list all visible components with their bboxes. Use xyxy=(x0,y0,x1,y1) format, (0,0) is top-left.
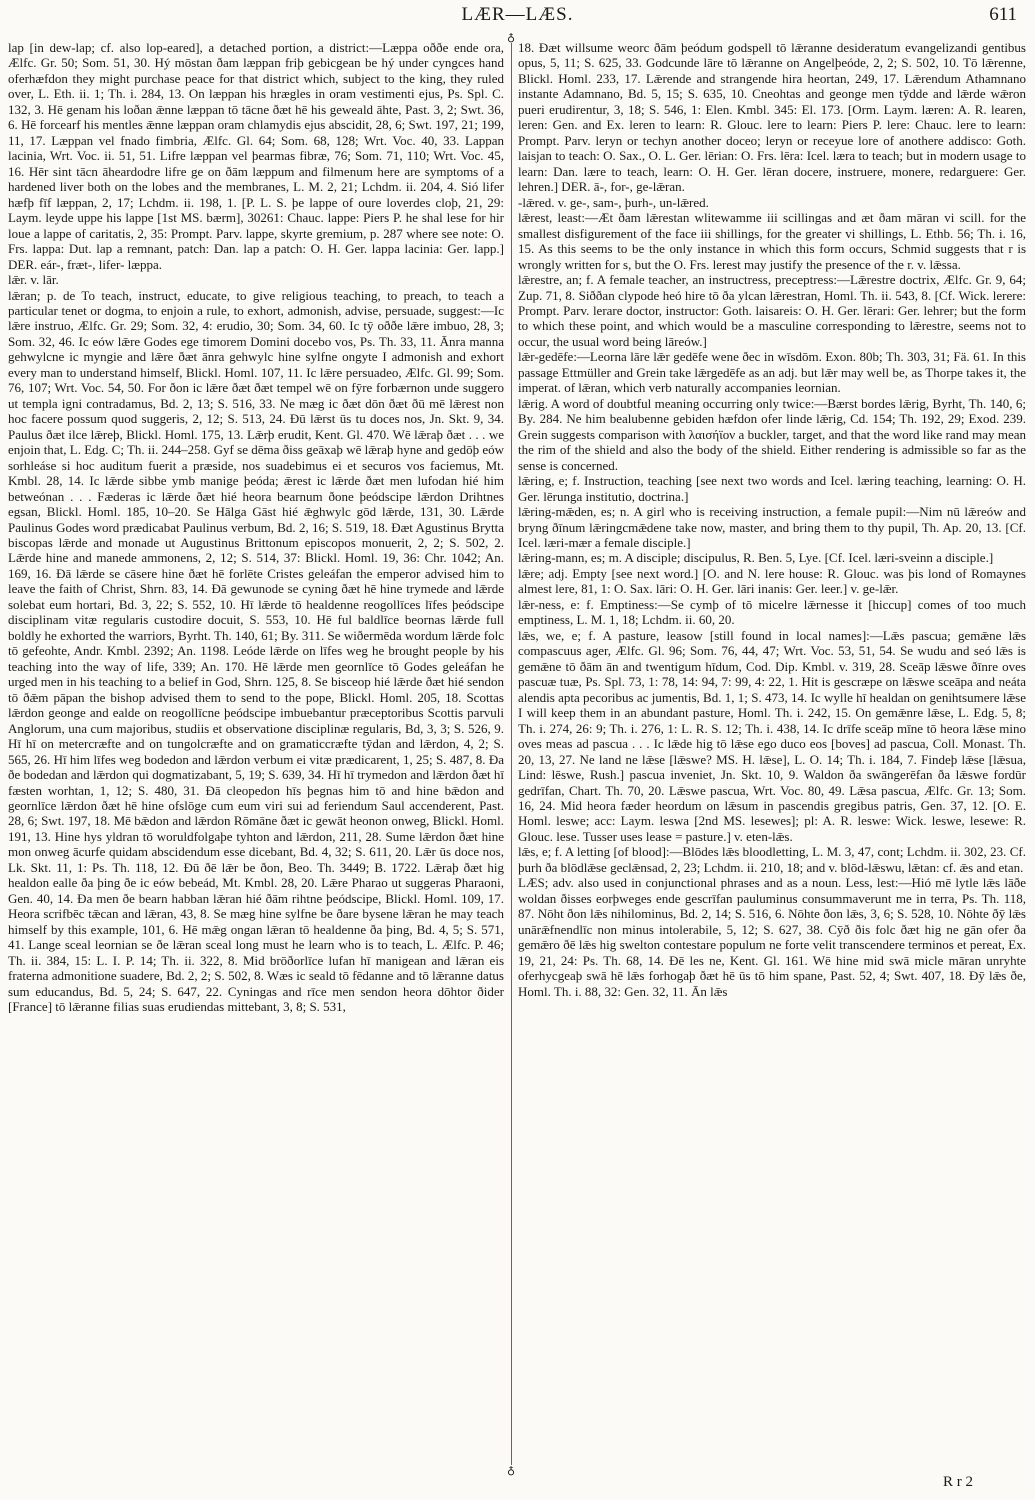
entry-laes-adverb: LÆS; adv. also used in conjunctional phrases and as a noun. Less, lest:—Hió mē lytle lǣs lāðe woldan ðisses eorþweges ende gescrīfan pauluminus consummaverunt me in terra, Ps. Th. 118, 87. Nōht ðon lǣs nihilominus, Bd. 2, 14; S. 516, 6. Nōhte ðon lǣs, 3, 6; S. 528, 10. Nōhte ðȳ lǣs unārǣfnendlīc non minus intolerabile, 5, 12; S. 627, 38. Cȳð ðis folc ðæt hig ne gān ofer ða gemǣro ðē lǣs hig swelton contestare populum ne forte velit transcendere terminos et pereat, Ex. 19, 21, 24: Ps. Th. 68, 14. Ðē les ne, Kent. Gl. 161. Wē hine mid swā micle māran unryhte oferhycgeaþ swā hē lǣs forhogaþ ðæt hē ūs tō him spane, Past. 52, 4; Swt. 407, 18. Ðȳ lǣs ðe, Homl. Th. i. 88, 32: Gen. 32, 11. Ān lǣs xyxy=(518,875,1026,999)
entry-laer-gedefe: lǣr-gedēfe:—Leorna lāre lǣr gedēfe wene ðec in wīsdōm. Exon. 80b; Th. 303, 31; Fä. 61. In this passage Ettmüller and Grein take lǣrgedēfe as an adj. but lǣr may well be, as Thorpe takes it, the imperat. of lǣran, which verb naturally accompanies leornian. xyxy=(518,349,1026,396)
divider-ornament-bottom: ♁ xyxy=(506,1464,516,1477)
entry-laeran: lǣran; p. de To teach, instruct, educate, to give religious teaching, to preach, to teach a particular tenet or dogma, to enjoin a rule, to exhort, admonish, advise, persuade, suggest:—Ic lǣre instruo, Ælfc. Gr. 29; Som. 32, 4: erudio, 30; Som. 34, 60. Ic tȳ oððe lǣre imbuo, 28, 3; Som. 32, 46. Ic eów lǣre Godes ege timorem Domini docebo vos, Ps. Th. 33, 11. Ānra manna gehwylcne ic myngie and lǣre ðæt ānra gehwylc hine sylfne ongyte I admonish and exhort every man to understand himself, Blickl. Homl. 107, 11. Ic lǣre persuadeo, Ælfc. Gl. 99; Som. 76, 107; Wrt. Voc. 54, 50. For ðon ic lǣre ðæt ðæt tempel wē on fȳre forbærnon unde suggero ut templa igni contradamus, Bd. 2, 13; S. 516, 33. Ne mæg ic ðæt dōn ðæt ðū mē lǣrest non hoc facere possum quod suggeris, 2, 12; S. 513, 24. Ðū lǣrst ūs tu doces nos, Jn. Skt. 9, 34. Paulus ðæt ilce lǣreþ, Blickl. Homl. 175, 13. Lǣrþ erudit, Kent. Gl. 470. Wē lǣraþ ðæt . . . we enjoin that, L. Edg. C; Th. ii. 244–258. Gyf se dēma ðiss geāxaþ wē lǣraþ hyne and gedōþ eów sorhleáse si hoc auditum fuerit a præside, nos suadebimus ei et securos vos faciemus, Mt. Kmbl. 28, 14. Ic lǣrde sibbe ymb manige þeóda; ǣrest ic lǣrde ðæt men lufodan hié him betweónan . . . Fæderas ic lǣrde ðæt hié heora bearnum ðone þeódscipe lǣrdon Drihtnes egsan, Blickl. Homl. 185, 10–20. Se Hālga Gāst hié ǣghwylc gōd lǣrde, 131, 30. Lǣrde Paulinus Godes word prædicabat Paulinus verbum, Bd. 2, 16; S. 519, 18. Ðæt Agustinus Brytta biscopas lǣrde and monade ut Augustinus Brittonum episcopos monuerit, 2, 2; S. 502, 2. Lǣrde hine and manede ammonens, 2, 12; S. 514, 37: Blickl. Homl. 19, 36: Chr. 1042; An. 169, 16. Ðā lǣrde se cāsere hine ðæt hē forlēte Cristes geleáfan the emperor advised him to leave the faith of Christ, Shrn. 83, 14. Ðā gewunode se cyning ðæt hē hine trymede and lǣrde solebat eum hortari, Bd. 3, 22; S. 552, 10. Hī lǣrde tō healdenne reogollīces līfes þeódscipe disciplinam vitæ regularis custodire docuit, S. 553, 10. Hē ful baldlīce beornas lǣrde full boldly he exhorted the warriors, Byrht. Th. 140, 61; By. 311. Se wiðermēda wordum lǣrde folc tō gefeohte, Andr. Kmbl. 2392; An. 1198. Leóde lǣrde on līfes weg he brought people by his teaching into the way of life, 339; An. 170. Hē lǣrde men geornlīce tō Godes geleáfan he urged men in his teaching to a belief in God, Shrn. 125, 8. Se bisceop hié lǣrde ðæt hié sendon tō ðǣm pāpan the bishop advised them to send to the pope, Blickl. Homl. 205, 18. Scottas lǣrdon geonge and ealde on reogollīcne þeódscipe imbuebantur præceptoribus Scottis parvuli Anglorum, una cum majoribus, studiis et observatione disciplinæ regularis, Bd, 3, 3; S. 526, 9. Hī hī on metercræfte and on tungolcræfte and on gramaticcræfte tȳdan and lǣrdon, 4, 2; S. 565, 26. Hī him līfes weg bodedon and lǣrdon verbum ei vitæ prædicarent, 1, 25; S. 487, 8. Ða ðe bodedan and lǣrdon qui dogmatizabant, 5, 19; S. 639, 34. Hī hī trymedon and lǣrdon ðæt hī fæsten worhtan, 1, 12; S. 480, 31. Ðā cleopedon hīs þegnas him tō and hine bǣdon and geornlīce lǣrdon ðæt hē hine ofslōge cum eum viri sui ad feriendum Saul accenderent, Past. 28, 6; Swt. 197, 18. Mē bǣdon and lǣrdon Rōmāne ðæt ic gewāt heonon onweg, Blickl. Homl. 191, 13. Hine hys yldran tō woruldfolgaþe tyhton and lǣrdon, 211, 28. Sume lǣrdon ðæt hine mon onweg ācurfe quidam abscidendum esse dicebant, Bd. 4, 32; S. 611, 20. Lǣr ūs doce nos, Lk. Skt. 11, 1: Ps. Th. 118, 12. Ðū ðē lǣr be ðon, Beo. Th. 3449; B. 1722. Lǣraþ ðæt hig healdon ealle ða þing ðe ic eów bebeád, Mt. Kmbl. 28, 20. Lǣre Pharao ut suggeras Pharaoni, Gen. 40, 14. Ða men ðe bearn habban lǣran hié ðām rihtne þeódscipe, Blickl. Homl. 109, 17. Heora scrifbēc tǣcan and lǣran, 43, 8. Se mæg hine sylfne be ðare bysene lǣran he may teach himself by this example, 101, 6. Hē mǣg ongan lǣran tō healdenne ða þing, Bd. 4, 5; S. 571, 41. Lange sceal leornian se ðe lǣran sceal long must he learn who is to teach, L. Ælfc. P. 46; Th. ii. 384, 15: L. I. P. 14; Th. ii. 322, 8. Mid brōðorlīce lufan hī manigean and lǣran eis fraterna admonitione suadere, Bd. 2, 2; S. 502, 8. Wæs ic seald tō fēdanne and tō lǣranne datus sum educandus, Bd. 5, 24; S. 647, 22. Cyningas and rīce men sendon heora dōhtor ðider [France] tō lǣranne filias suas erudiendas mittebant, 3, 8; S. 531, xyxy=(8,287,504,1015)
entry-laeppa: lap [in dew-lap; cf. also lop-eared], a detached portion, a district:—Læppa oððe ende ora, Ælfc. Gr. 50; Som. 51, 30. Hý mōstan ðam læppan friþ gebicgean be hý under cyngces hand oferhæfdon they might purchase peace for that district which, subject to the king, they ruled over, L. Eth. ii. 1; Th. i. 284, 13. On læppan his hrægles in oram vestimenti ejus, Ps. Spl. C. 132, 3. Hē genam his loðan ǣnne læppan tō tācne ðæt hē his geweald āhte, Past. 3, 2; Swt. 36, 6. Hē forcearf his mentles ǣnne læppan oram chlamydis ejus abscidit, 28, 6; Swt. 197, 21; 199, 11, 17. Læppan vel fnado fimbria, Ælfc. Gl. 64; Som. 68, 128; Wrt. Voc. 40, 33. Lappan lacinia, Wrt. Voc. ii. 51, 51. Lifre læppan vel þearmas fibræ, 76; Som. 71, 110; Wrt. Voc. 45, 16. Hēr sint tācn āheardodre lifre ge on ðām læppum and filmenum here are symptoms of a hardened liver both on the lobes and the membranes, L. M. 2, 21; Lchdm. ii. 204, 4. Sió lifer hæfþ fīf læppan, 2, 17; Lchdm. ii. 198, 1. [P. L. S. þe lappe of oure loverdes cloþ, 21, 29: Laym. leyde uppe his lappe [1st MS. bærm], 30261: Chauc. lappe: Piers P. he shal lese for hir loue a lappe of caritatis, 2, 35: Prompt. Parv. lappe, skyrte gremium, p. 287 where see note: O. Frs. lappa: Dut. lap a remnant, patch: Dan. lap a patch: O. H. Ger. lappa lacinia: Ger. lapp.] DER. eár-, fræt-, lifer- læppa. xyxy=(8,40,504,272)
entry-laered: -lǣred. v. ge-, sam-, þurh-, un-lǣred. xyxy=(518,194,709,210)
page-number: 611 xyxy=(989,4,1017,25)
right-column xyxy=(518,40,1026,1470)
signature-mark: R r 2 xyxy=(943,1474,973,1490)
entry-laere: lǣre; adj. Empty [see next word.] [O. and N. lere house: R. Glouc. was þis lond of Romaynes almest lere, 81, 1: O. Sax. lāri: O. H. Ger. lāri inanis: Ger. leer.] v. ge-lǣr. xyxy=(518,565,1026,597)
page-header xyxy=(0,4,1035,28)
entry-laes-letting: lǣs, e; f. A letting [of blood]:—Blōdes lǣs bloodletting, L. M. 3, 47, cont; Lchdm. ii. 302, 23. Cf. þurh ða blōdlǣse geclǣnsad, 2, 23; Lchdm. ii. 210, 18; and v. blōd-lǣswu, lǣtan: cf. ǣs and etan. xyxy=(518,844,1026,875)
entry-laerest: lǣrest, least:—Æt ðam lǣrestan wlitewamme iii scillingas and æt ðam māran vi scill. for the smallest disfigurement of the face iii shillings, for the greater vi shillings, L. Ethb. 56; Th. i. 16, 15. As this seems to be the only instance in which this form occurs, Schmid suggests that r is wrongly written for s, but the O. Frs. lerest may justify the presence of the r. v. lǣssa. xyxy=(518,210,1026,272)
entry-laer-ness: lǣr-ness, e: f. Emptiness:—Se cymþ of tō micelre lǣrnesse it [hiccup] comes of too much emptiness, L. M. 1, 18; Lchdm. ii. 60, 20. xyxy=(518,596,1026,628)
entry-laering-mann: lǣring-mann, es; m. A disciple; discipulus, R. Ben. 5, Lye. [Cf. Icel. læri-sveinn a disciple.] xyxy=(518,550,994,566)
column-divider xyxy=(511,38,512,1470)
divider-ornament-top: ♁ xyxy=(506,31,516,44)
entry-laer: lǣr. v. lār. xyxy=(8,272,59,288)
entry-laes-pasture: lǣs, we, e; f. A pasture, leasow [still found in local names]:—Lǣs pascua; gemǣne lǣs compascuus ager, Ælfc. Gl. 96; Som. 76, 44, 47; Wrt. Voc. 53, 51, 54. Se wudu and seó lǣs is gemǣne tō ðām ān and twentigum hīdum, Cod. Dip. Kmbl. v. 319, 28. Sceāp lǣswe ðīnre oves pascuæ tuæ, Ps. Spl. 73, 1: 78, 14: 94, 7: 99, 4: 22, 1. Hit is gescræpe on lǣswe sceāpa and neáta alendis apta pecoribus ac jumentis, Bd. 1, 1; S. 473, 14. Ic wylle hī healdan on genihtsumere lǣse I will keep them in an abundant pasture, Homl. Th. i. 242, 15. On gemǣnre lǣse, L. Edg. 5, 8; Th. i. 274, 26: 9; Th. i. 276, 1: L. R. S. 12; Th. i. 438, 14. Ic drīfe sceāp mīne tō heora lǣse mino oves meas ad pascua . . . Ic lǣde hig tō lǣse ego duco eos [boves] ad pascua, Coll. Monast. Th. 20, 13, 27. Ne land ne lǣse [lǣswe? MS. H. lǣse], L. O. 14; Th. i. 184, 7. Findeþ lǣse [lǣsua, Lind: lēswe, Rush.] pascua inveniet, Jn. Skt. 10, 9. Waldon ða swāngerēfan ða lǣswe fordūr gedrīfan, Chart. Th. 70, 20. Lǣswe pascua, Wrt. Voc. 80, 49. Lǣsa pascua, Ælfc. Gr. 13; Som. 16, 24. Mid heora fæder heordum on lǣsum in pascendis gregibus patris, Gen. 37, 12. [O. E. Homl. leswe; acc: Laym. leswa [2nd MS. lesewes]; pl: A. R. leswe: Wick. leswe, lesewe: R. Glouc. lese. Tusser uses lease = pasture.] v. eten-lǣs. xyxy=(518,627,1026,844)
entry-laeran-continued: 18. Ðæt willsume weorc ðām þeódum godspell tō lǣranne desideratum evangelizandi gentibus opus, 5, 11; S. 625, 33. Godcunde lāre tō lǣranne on Angelþeóde, 2, 2; S. 502, 10. Tō lǣrenne, Blickl. Homl. 233, 17. Lǣrende and strangende hira heortan, 249, 17. Lǣrendum Athamnano instante Adamnano, Bd. 5, 15; S. 635, 10. Cneohtas and geonge men tȳdde and lǣrde wǣron pueri erudirentur, 3, 18; S. 546, 1: Elen. Kmbl. 345: El. 173. [Orm. Laym. læren: A. R. learen, leren: Gen. and Ex. leren to learn: R. Glouc. lere to learn: Piers P. lere: Chauc. lere to learn: Prompt. Parv. leryn or techyn another doceo; leryn or receyue lore of anothere addisco: Goth. laisjan to teach: O. Sax., O. L. Ger. lērian: O. Frs. lēra: Icel. læra to teach; but in modern usage to learn: Dan. lære to teach, learn: O. H. Ger. lēran docere, instruere, monere, redarguere: Ger. lehren.] DER. ā-, for-, ge-lǣran. xyxy=(518,40,1026,195)
entry-laerig: lǣrig. A word of doubtful meaning occurring only twice:—Bærst bordes lǣrig, Byrht, Th. 140, 6; By. 284. Ne him bealubenne gebiden hæfdon ofer linde lǣrig, Cd. 154; Th. 192, 29; Exod. 239. Grein suggests comparison with λαισήϊον a buckler, target, and that the word like rand may mean the rim of the shield and also the body of the shield. Either rendering is admissible so far as the sense is concerned. xyxy=(518,395,1026,473)
entry-laering-maeden: lǣring-mǣden, es; n. A girl who is receiving instruction, a female pupil:—Nim nū lǣreów and bryng ðīnum lǣringcmǣdene take now, master, and bring them to thy pupil, Th. Ap. 20, 13. [Cf. Icel. læri-mær a female disciple.] xyxy=(518,504,1026,550)
running-head: LÆR—LÆS. xyxy=(461,4,574,25)
left-column xyxy=(8,40,504,1470)
entry-laerestre: lǣrestre, an; f. A female teacher, an instructress, preceptress:—Lǣrestre doctrix, Ælfc. Gr. 9, 64; Zup. 71, 8. Siððan clypode heó hire tō ða ylcan lǣrestran, Homl. Th. ii. 543, 8. [Cf. Wick. lerere: Prompt. Parv. lerare doctor, instructor: Goth. laisareis: O. H. Ger. lērari: Ger. lehrer; but the form to which these point, and which would be a masculine corresponding to lǣrestre, seems not to occur, the usual word being lāreów.] xyxy=(518,272,1026,349)
entry-laering: lǣring, e; f. Instruction, teaching [see next two words and Icel. læring teaching, learning: O. H. Ger. lērunga institutio, doctrina.] xyxy=(518,473,1026,504)
